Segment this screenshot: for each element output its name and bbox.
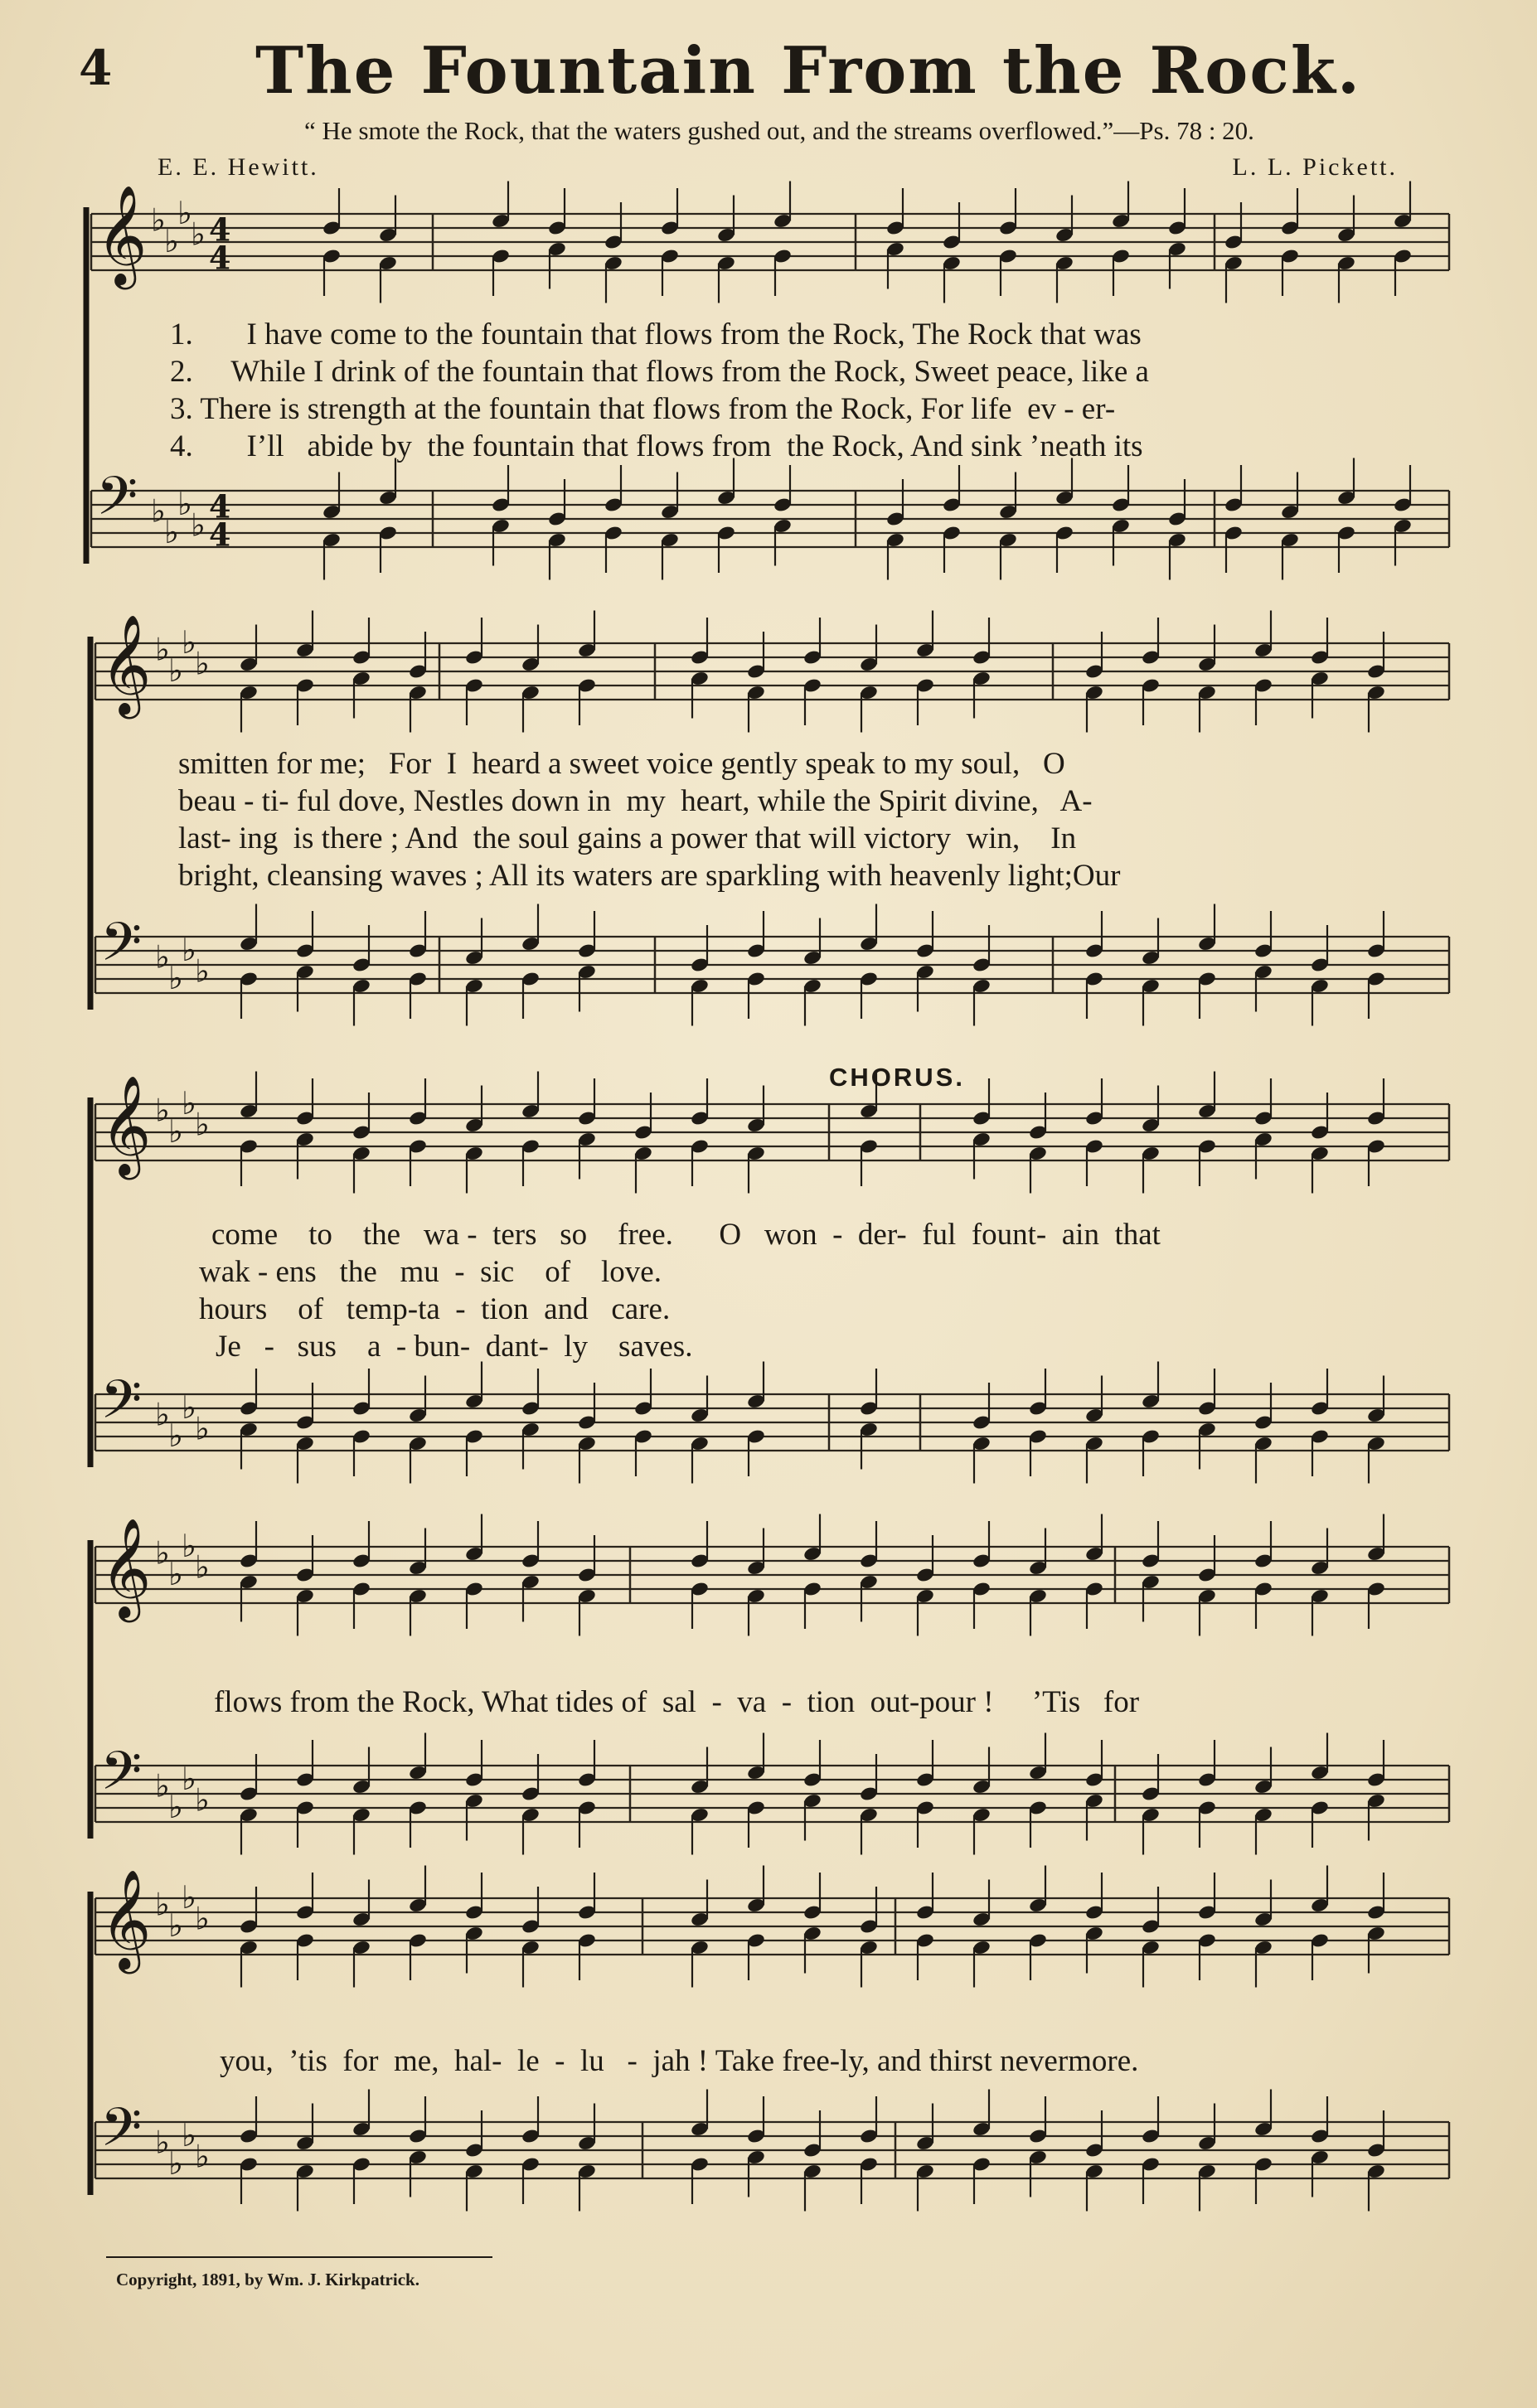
flat-sign: ♭ [182,1761,196,1797]
lyric-line: 2. While I drink of the fountain that flows from the Rock, Sweet peace, like a [170,355,1149,389]
bass-clef: 𝄢 [100,2096,143,2172]
treble-clef: 𝄞 [96,184,148,286]
flat-sign: ♭ [155,1092,170,1129]
flat-sign: ♭ [168,1789,183,1825]
copyright-notice: Copyright, 1891, by Wm. J. Kirkpatrick. [116,2270,419,2289]
flat-sign: ♭ [155,2124,170,2161]
flat-sign: ♭ [191,216,206,253]
bass-clef: 𝄢 [96,465,138,540]
flat-sign: ♭ [182,1879,196,1916]
flat-sign: ♭ [151,492,166,530]
flat-sign: ♭ [155,1534,170,1572]
scripture-epigraph: “ He smote the Rock, that the waters gushed out, and the streams overflowed.”—Ps. 78 : 20. [304,116,1254,145]
lyric-line: come to the wa - ters so free. O won - der- ful fount- ain that [211,1218,1161,1252]
flat-sign: ♭ [182,2117,196,2154]
treble-clef: 𝄞 [100,613,152,715]
flat-sign: ♭ [177,486,192,522]
time-signature: 4 [209,239,231,277]
lyric-line: bright, cleansing waves ; All its waters are sparkling with heavenly light;Our [178,859,1121,893]
flat-sign: ♭ [155,631,170,668]
flat-sign: ♭ [177,195,192,231]
lyric-line: last- ing is there ; And the soul gains a power that will victory win, In [178,821,1077,855]
time-signature: 4 [209,487,231,526]
flat-sign: ♭ [155,1767,170,1805]
flat-sign: ♭ [168,1907,183,1944]
time-signature: 4 [209,516,231,554]
flat-sign: ♭ [168,2145,183,2182]
bass-clef: 𝄢 [100,1369,143,1444]
composer-credit: L. L. Pickett. [1232,153,1398,181]
flat-sign: ♭ [195,645,210,682]
lyric-line: you, ’tis for me, hal- le - lu - jah ! Take free-ly, and thirst nevermore. [220,2044,1139,2078]
flat-sign: ♭ [168,1113,183,1150]
lyricist-credit: E. E. Hewitt. [158,153,319,181]
flat-sign: ♭ [155,938,170,976]
flat-sign: ♭ [164,223,179,259]
flat-sign: ♭ [191,506,206,544]
chorus-label: CHORUS. [829,1063,965,1092]
page-number: 4 [79,40,113,96]
lyric-line: 1. I have come to the fountain that flows from the Rock, The Rock that was [170,317,1142,351]
bass-clef: 𝄢 [100,911,143,986]
lyric-line: wak - ens the mu - sic of love. [199,1255,662,1289]
lyric-line: 4. I’ll abide by the fountain that flows from the Rock, And sink ’neath its [170,429,1143,463]
flat-sign: ♭ [168,1556,183,1592]
flat-sign: ♭ [155,1396,170,1433]
flat-sign: ♭ [151,201,166,239]
flat-sign: ♭ [195,1410,210,1447]
lyric-line: smitten for me; For I heard a sweet voice gently speak to my soul, O [178,747,1065,781]
flat-sign: ♭ [182,932,196,968]
flat-sign: ♭ [195,952,210,990]
lyric-line: flows from the Rock, What tides of sal - va - tion out-pour ! ’Tis for [214,1685,1140,1719]
flat-sign: ♭ [195,1781,210,1819]
bass-clef: 𝄢 [100,1740,143,1815]
hymn-title: The Fountain From the Rock. [255,33,1362,109]
flat-sign: ♭ [195,2138,210,2175]
treble-clef: 𝄞 [100,1074,152,1176]
flat-sign: ♭ [168,652,183,689]
flat-sign: ♭ [182,1528,196,1564]
treble-clef: 𝄞 [100,1868,152,1970]
lyric-line: beau - ti- ful dove, Nestles down in my heart, while the Spirit divine, A- [178,784,1093,818]
flat-sign: ♭ [164,514,179,550]
flat-sign: ♭ [155,1886,170,1923]
flat-sign: ♭ [182,1389,196,1426]
flat-sign: ♭ [182,624,196,661]
flat-sign: ♭ [195,1106,210,1143]
flat-sign: ♭ [168,1417,183,1454]
flat-sign: ♭ [168,960,183,996]
flat-sign: ♭ [195,1900,210,1937]
lyric-line: 3. There is strength at the fountain that flows from the Rock, For life ev - er- [170,392,1116,426]
flat-sign: ♭ [182,1085,196,1122]
treble-clef: 𝄞 [100,1517,152,1619]
lyric-line: hours of temp-ta - tion and care. [199,1292,671,1326]
lyric-line: Je - sus a - bun- dant- ly saves. [216,1330,693,1364]
flat-sign: ♭ [195,1548,210,1586]
time-signature: 4 [209,211,231,249]
